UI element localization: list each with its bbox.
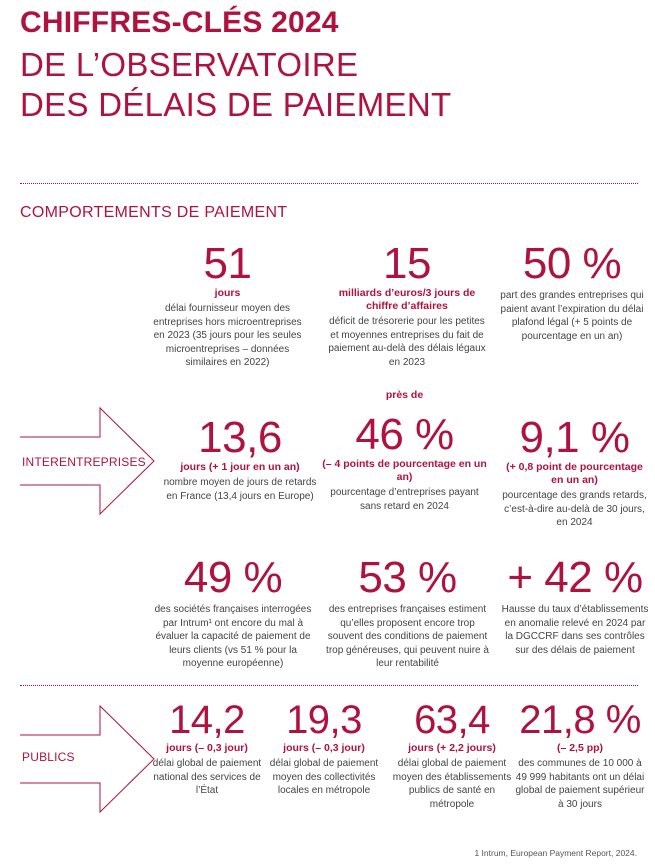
page-title: CHIFFRES-CLÉS 2024 [20, 6, 339, 39]
stat-value: 13,6 [198, 413, 282, 462]
stat-hausse-anomalies [500, 555, 650, 657]
stat-value: 53 % [358, 553, 457, 602]
stat-unit: jours (– 0,3 jour) [166, 742, 248, 754]
stat-value: 46 % [355, 410, 454, 459]
divider-bottom [20, 685, 638, 686]
stat-description: pourcentage des grands retards, c’est-à-dire au-delà de 30 jours, en 2024 [502, 490, 647, 528]
stat-unit: jours (+ 1 jour en un an) [180, 461, 300, 473]
label-publics: PUBLICS [22, 750, 75, 764]
stat-evaluer-capacite [148, 555, 318, 671]
stat-value: 21,8 % [519, 698, 641, 742]
stat-description: Hausse du taux d’établissements en anomalie relevé en 2024 par la DGCCRF dans ses contrôles sur des délais de paiement [501, 604, 649, 656]
stat-dgp-etat [148, 698, 266, 798]
divider-top [20, 183, 638, 184]
stat-unit: jours [214, 287, 241, 299]
stat-unit: jours (– 0,3 jour) [283, 742, 365, 754]
stat-unit: (+ 0,8 point de pourcentage en un an) [506, 461, 643, 486]
stat-description: pourcentage d’entreprises payant sans retard en 2024 [330, 487, 479, 512]
stat-unit: (– 2,5 pp) [556, 742, 604, 754]
stat-value: + 42 % [507, 553, 643, 602]
stat-dgp-sante [392, 698, 512, 811]
stat-unit: (– 4 points de pourcentage en un an) [322, 458, 487, 483]
stat-description: déficit de trésorerie pour les petites et moyennes entreprises du fait de paiement au-delà des délais légaux en 2023 [328, 316, 486, 368]
stat-unit: jours (+ 2,2 jours) [408, 742, 496, 754]
stat-prefix: près de [385, 389, 424, 401]
section-title: COMPORTEMENTS DE PAIEMENT [20, 204, 288, 221]
stat-value: 19,3 [286, 698, 362, 742]
stat-unit: milliards d’euros/3 jours de chiffre d’affaires [338, 287, 476, 312]
stat-description: délai fournisseur moyen des entreprises hors microentreprises en 2023 (35 jours pour les seules microentreprises – données similaires en 2022) [153, 303, 302, 368]
label-interentreprises: INTERENTREPRISES [22, 455, 146, 469]
stat-grands-retards [502, 415, 647, 530]
stat-value: 15 [383, 239, 431, 288]
stat-value: 63,4 [414, 698, 490, 742]
stat-description: part des grandes entreprises qui paient avant l’expiration du délai plafond légal (+ 5 points de pourcentage en un an) [500, 290, 644, 342]
stat-description: des sociétés françaises interrogées par Intrum¹ ont encore du mal à évaluer la capacité de paiement de leurs clients (vs 51 % pour la moyenne européenne) [154, 604, 312, 669]
stat-conditions-genereuses [325, 555, 490, 671]
stat-sans-retard [322, 389, 487, 513]
stat-delai-fournisseur [150, 241, 305, 370]
stat-dgp-communes [513, 698, 647, 811]
stat-description: des communes de 10 000 à 49 999 habitants ont un délai global de paiement supérieur à 30 jours [515, 758, 645, 810]
stat-description: des entreprises françaises estiment qu’elles proposent encore trop souvent des conditions de paiement trop généreuses, qui peuvent nuire à leur rentabilité [326, 604, 489, 669]
stat-value: 51 [203, 239, 252, 288]
stat-grandes-entreprises [497, 241, 647, 343]
stat-value: 14,2 [169, 698, 245, 742]
stat-description: délai global de paiement moyen des établissements publics de santé en métropole [392, 758, 512, 810]
stat-dgp-collectivites [265, 698, 383, 798]
stat-description: délai global de paiement national des services de l’État [152, 758, 262, 796]
page-subtitle-line1: DE L’OBSERVATOIRE [20, 46, 359, 83]
footnote: 1 Intrum, European Payment Report, 2024. [474, 848, 637, 858]
stat-deficit-tresorerie [327, 241, 487, 369]
stat-jours-retard [160, 415, 320, 503]
stat-value: 9,1 % [519, 413, 630, 462]
stat-value: 50 % [522, 239, 622, 288]
stat-description: nombre moyen de jours de retards en France (13,4 jours en Europe) [163, 477, 317, 502]
stat-description: délai global de paiement moyen des collectivités locales en métropole [269, 758, 379, 796]
stat-value: 49 % [183, 553, 283, 602]
page-subtitle-line2: DES DÉLAIS DE PAIEMENT [20, 86, 452, 123]
